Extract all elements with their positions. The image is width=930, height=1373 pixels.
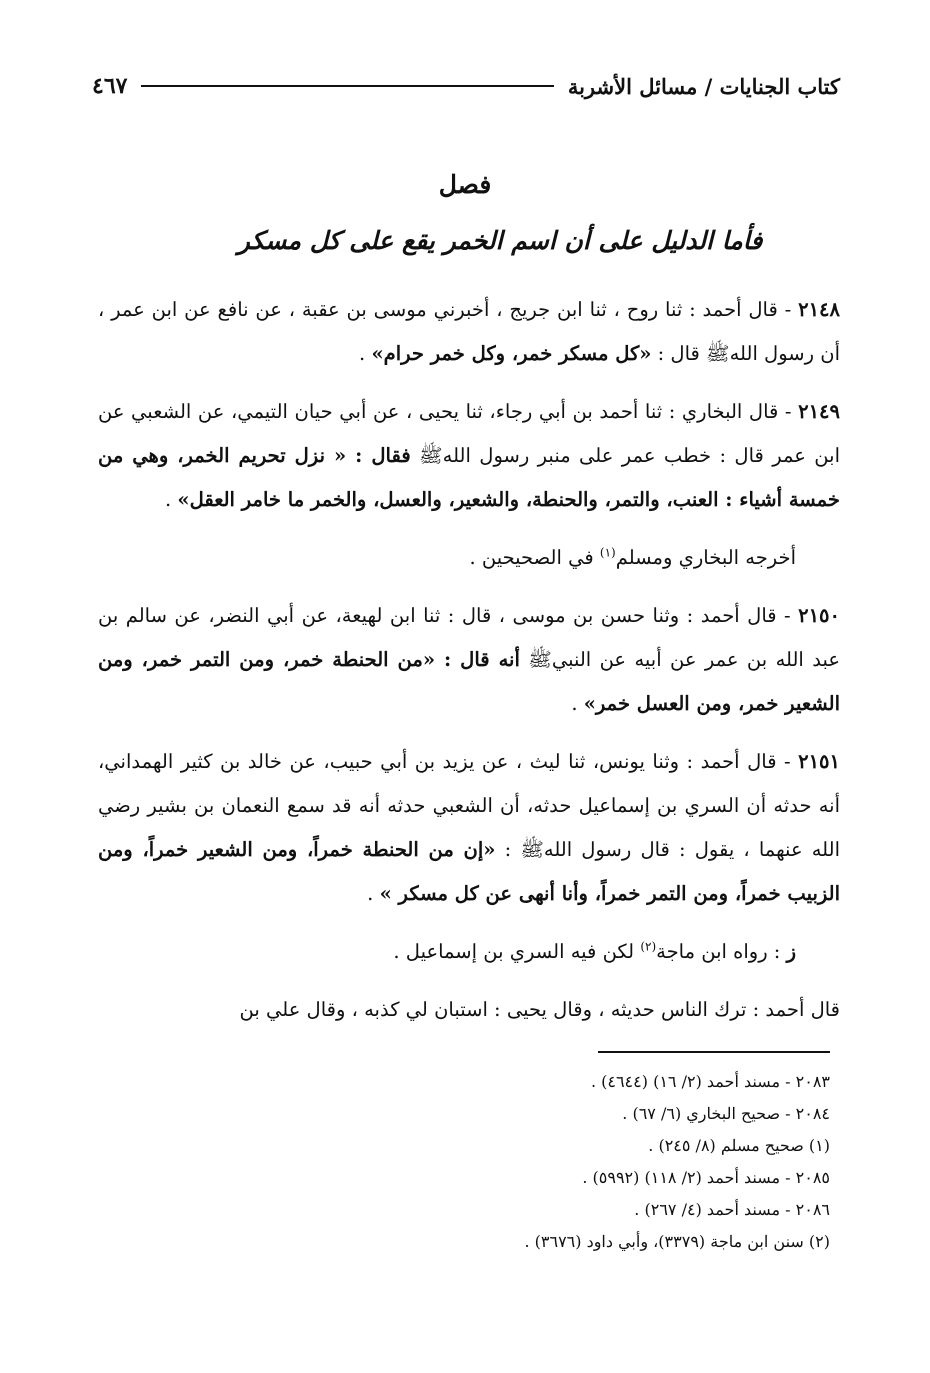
hadith-end: . <box>367 882 380 905</box>
hadith-2151 <box>98 740 840 916</box>
hadith-number: ٢١٤٩ <box>798 400 840 423</box>
hadith-number: ٢١٥١ <box>798 750 840 773</box>
page-number: ٤٦٧ <box>92 73 128 99</box>
section-heading: فصل <box>438 170 492 199</box>
footnotes <box>230 1066 830 1258</box>
header-rule <box>141 85 553 87</box>
hadith-end: . <box>359 342 372 365</box>
footnote-item: (٢) سنن ابن ماجة (٣٣٧٩)، وأبي داود (٣٦٧٦) . <box>524 1232 830 1251</box>
editor-marker: ز <box>786 940 796 963</box>
takhrij-text: أخرجه البخاري ومسلم <box>615 546 796 569</box>
footnote-rule <box>598 1051 830 1053</box>
hadith-matn: «إن من الحنطة خمراً، ومن الشعير خمراً، ومن الزبيب خمراً، ومن التمر خمراً، وأنا أنهى عن كل مسكر » <box>98 838 840 905</box>
footnote-ref-1[interactable]: (١) <box>599 545 616 560</box>
running-header <box>92 66 840 106</box>
takhrij-text-after: في الصحيحين . <box>469 546 600 569</box>
editor-comment <box>98 930 840 974</box>
comment-text: : رواه ابن ماجة <box>656 940 787 963</box>
section-subheading: فأما الدليل على أن اسم الخمر يقع على كل مسكر <box>237 226 763 255</box>
footnote-item: ٢٠٨٥ - مسند أحمد (٢/ ١١٨) (٥٩٩٢) . <box>582 1168 830 1187</box>
hadith-isnad: - قال أحمد : وثنا حسن بن موسى ، قال : ثنا ابن لهيعة، عن أبي النضر، عن سالم بن عبد الله بن عمر عن أبيه عن النبيﷺ <box>98 604 840 671</box>
takhrij-note <box>98 536 840 580</box>
running-title: كتاب الجنايات / مسائل الأشربة <box>567 73 840 99</box>
hadith-2148 <box>98 288 840 376</box>
footnote-item: ٢٠٨٦ - مسند أحمد (٤/ ٢٦٧) . <box>634 1200 830 1219</box>
hadith-matn: فقال : « نزل تحريم الخمر، وهي من خمسة أشياء : العنب، والتمر، والحنطة، والشعير، والعسل، والخمر ما خامر العقل» <box>98 444 840 511</box>
hadith-2149 <box>98 390 840 522</box>
hadith-number: ٢١٤٨ <box>798 298 840 321</box>
footnote-item: (١) صحيح مسلم (٨/ ٢٤٥) . <box>648 1136 830 1155</box>
hadith-matn: أنه قال : «من الحنطة خمر، ومن التمر خمر، ومن الشعير خمر، ومن العسل خمر» <box>98 648 840 715</box>
comment-text-after: لكن فيه السري بن إسماعيل . <box>393 940 641 963</box>
hadith-isnad: - قال أحمد : وثنا يونس، ثنا ليث ، عن يزيد بن أبي حبيب، عن خالد بن كثير الهمداني، أنه حدثه أن السري بن إسماعيل حدثه، أن الشعبي حدثه أنه قد سمع النعمان بن بشير رضي الله عنهما ، يقول : قال رسول اللهﷺ : <box>98 750 840 861</box>
hadith-end: . <box>571 692 584 715</box>
footnote-item: ٢٠٨٤ - صحيح البخاري (٦/ ٦٧) . <box>622 1104 830 1123</box>
hadith-end: . <box>164 488 178 511</box>
hadith-number: ٢١٥٠ <box>798 604 840 627</box>
footnote-item: ٢٠٨٣ - مسند أحمد (٢/ ١٦) (٤٦٤٤) . <box>590 1072 830 1091</box>
hadith-matn: «كل مسكر خمر، وكل خمر حرام» <box>371 342 652 365</box>
hadith-2150 <box>98 594 840 726</box>
continuation-text: قال أحمد : ترك الناس حديثه ، وقال يحيى : استبان لي كذبه ، وقال علي بن <box>239 998 840 1021</box>
hadith-isnad: - قال أحمد : ثنا روح ، ثنا ابن جريج ، أخبرني موسى بن عقبة ، عن نافع عن ابن عمر ، أن رسول اللهﷺ قال : <box>98 298 840 365</box>
body-text <box>98 288 840 1046</box>
footnote-ref-2[interactable]: (٢) <box>640 939 657 954</box>
hadith-isnad: - قال البخاري : ثنا أحمد بن أبي رجاء، ثنا يحيى ، عن أبي حيان التيمي، عن الشعبي عن ابن عمر قال : خطب عمر على منبر رسول اللهﷺ <box>98 400 840 467</box>
